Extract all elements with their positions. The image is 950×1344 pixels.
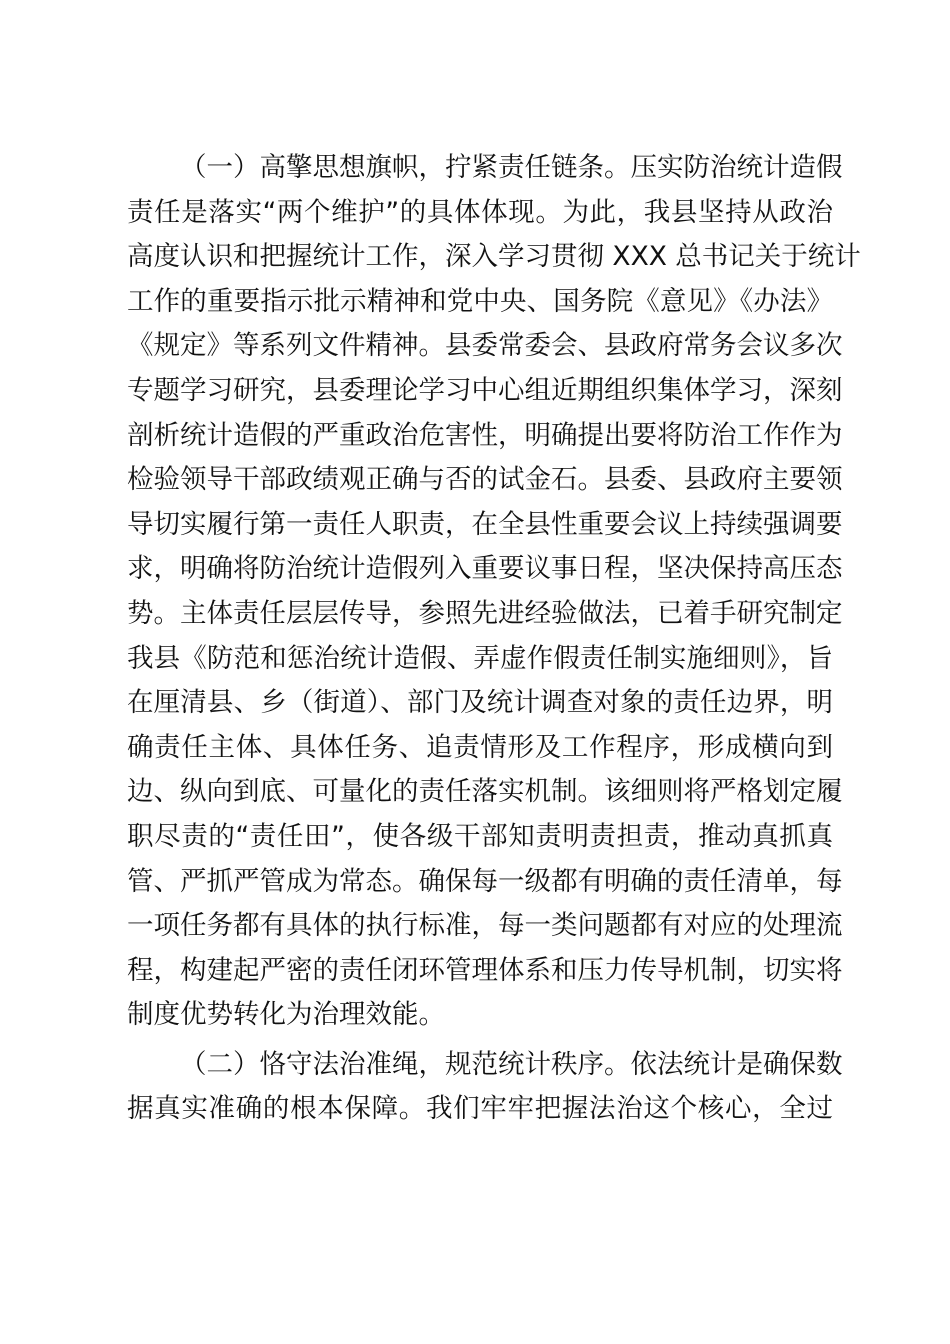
paragraph-line: 高度认识和把握统计工作，深入学习贯彻 XXX 总书记关于统计 bbox=[127, 241, 861, 273]
paragraph-1 bbox=[127, 146, 861, 1038]
paragraph-line: 确责任主体、具体任务、追责情形及工作程序，形成横向到 bbox=[127, 731, 833, 763]
document-body bbox=[127, 146, 861, 1132]
paragraph-2 bbox=[127, 1043, 843, 1132]
paragraph-line: 一项任务都有具体的执行标准，每一类问题都有对应的处理流 bbox=[127, 910, 843, 942]
paragraph-line: 《规定》等系列文件精神。县委常委会、县政府常务会议多次 bbox=[127, 330, 843, 362]
paragraph-line: 求，明确将防治统计造假列入重要议事日程，坚决保持高压态 bbox=[127, 553, 843, 585]
paragraph-line: 职尽责的“责任田”，使各级干部知责明责担责，推动真抓真 bbox=[127, 820, 833, 852]
paragraph-line: 据真实准确的根本保障。我们牢牢把握法治这个核心，全过 bbox=[127, 1093, 833, 1125]
paragraph-line: 专题学习研究，县委理论学习中心组近期组织集体学习，深刻 bbox=[127, 374, 843, 406]
paragraph-line: 程，构建起严密的责任闭环管理体系和压力传导机制，切实将 bbox=[127, 954, 843, 986]
paragraph-line: 检验领导干部政绩观正确与否的试金石。县委、县政府主要领 bbox=[127, 464, 843, 496]
paragraph-line: 边、纵向到底、可量化的责任落实机制。该细则将严格划定履 bbox=[127, 776, 843, 808]
paragraph-line: 制度优势转化为治理效能。 bbox=[127, 999, 445, 1031]
paragraph-line: 剖析统计造假的严重政治危害性，明确提出要将防治工作作为 bbox=[127, 419, 843, 451]
paragraph-line: 责任是落实“两个维护”的具体体现。为此，我县坚持从政治 bbox=[127, 196, 833, 228]
paragraph-line: 势。主体责任层层传导，参照先进经验做法，已着手研究制定 bbox=[127, 597, 843, 629]
paragraph-line: （二）恪守法治准绳，规范统计秩序。依法统计是确保数 bbox=[180, 1048, 843, 1080]
paragraph-line: 管、严抓严管成为常态。确保每一级都有明确的责任清单，每 bbox=[127, 865, 843, 897]
paragraph-line: 在厘清县、乡（街道）、部门及统计调查对象的责任边界，明 bbox=[127, 687, 833, 719]
paragraph-line: 导切实履行第一责任人职责，在全县性重要会议上持续强调要 bbox=[127, 508, 843, 540]
paragraph-line: 我县《防范和惩治统计造假、弄虚作假责任制实施细则》，旨 bbox=[127, 642, 833, 674]
paragraph-line: （一）高擎思想旗帜，拧紧责任链条。压实防治统计造假 bbox=[180, 152, 843, 183]
paragraph-line: 工作的重要指示批示精神和党中央、国务院《意见》《办法》 bbox=[127, 285, 833, 317]
